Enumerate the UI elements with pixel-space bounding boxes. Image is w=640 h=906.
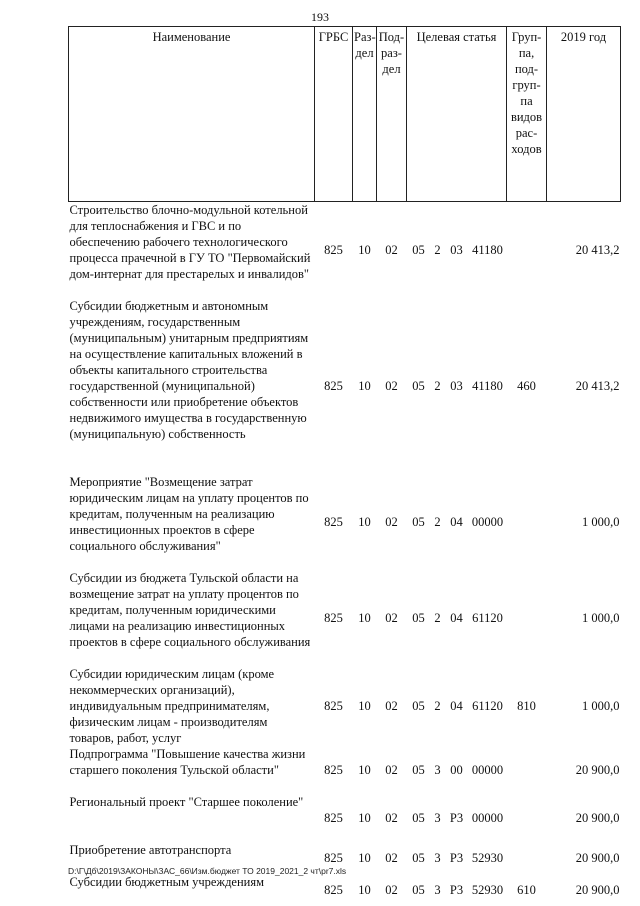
row-target-program: 05 [412,514,425,529]
row-target-program: 05 [412,882,425,897]
row-target-direction: 00000 [471,810,504,825]
table-row [69,746,621,794]
row-razdel: 10 [358,514,371,529]
row-target-event: 03 [450,242,463,257]
row-amount: 1 000,0 [582,698,620,713]
row-target-subprogram: 2 [434,698,441,713]
row-target-program: 05 [412,610,425,625]
row-target-subprogram: 2 [434,242,441,257]
row-name: Строительство блочно-модульной котельной для теплоснабжения и ГВС и по обеспечению рабочего технологического процесса прачечной в ГУ ТО "Первомайский дом-интернат для престарелых и инвалидов" [69,203,311,281]
row-podrazdel: 02 [385,882,398,897]
row-podrazdel: 02 [385,810,398,825]
row-razdel: 10 [358,810,371,825]
row-name: Субсидии бюджетным учреждениям [69,874,265,889]
row-name: Субсидии бюджетным и автономным учреждениям, государственным (муниципальным) унитарным предприятиям на осуществление капитальных вложений в объекты капитального строительства государственной (муниципальной) собственности или приобретение объектов недвижимого имущества в государственную (муниципальную) собственность [69,298,309,441]
row-target-event: 00 [450,762,463,777]
row-podrazdel: 02 [385,698,398,713]
row-name: Субсидии из бюджета Тульской области на возмещение затрат на уплату процентов по кредитам, полученным юридическими лицами на реализацию инвестиционных проектов в сфере социального обслуживания [69,570,311,649]
row-target-program: 05 [412,698,425,713]
header-name: Наименование [69,27,315,202]
row-name: Подпрограмма "Повышение качества жизни старшего поколения Тульской области" [69,746,306,777]
row-target-event: 04 [450,610,463,625]
row-grbs: 825 [324,762,343,777]
header-group: Груп-па, под-груп-па видов рас-ходов [507,27,547,202]
row-target-event: 03 [450,378,463,393]
row-target-program: 05 [412,242,425,257]
row-target-program: 05 [412,850,425,865]
row-grbs: 825 [324,882,343,897]
row-podrazdel: 02 [385,378,398,393]
table-row [69,794,621,842]
row-podrazdel: 02 [385,762,398,777]
row-target-subprogram: 3 [434,850,441,865]
row-grbs: 825 [324,810,343,825]
row-target-event: Р3 [449,810,464,825]
row-amount: 20 900,0 [575,850,620,865]
row-target-direction: 52930 [471,850,504,865]
row-grbs: 825 [324,850,343,865]
row-name: Мероприятие "Возмещение затрат юридическим лицам на уплату процентов по кредитам, полученным на реализацию инвестиционных проектов в сфере социального обслуживания" [69,474,309,553]
row-expense-group [507,202,547,298]
file-path-footer: D:\Г\Дб\2019\ЗАКОНЫ\ЗАС_66\Изм.бюджет ТО 2019_2021_2 чт\pr7.xls [68,866,347,876]
row-podrazdel: 02 [385,610,398,625]
row-grbs: 825 [324,698,343,713]
row-target-program: 05 [412,810,425,825]
row-target-event: Р3 [449,850,464,865]
row-target-direction: 00000 [471,762,504,777]
row-target-direction: 61120 [472,698,503,713]
row-target-subprogram: 2 [434,378,441,393]
row-target-event: 04 [450,514,463,529]
row-podrazdel: 02 [385,242,398,257]
row-amount: 20 413,2 [575,242,620,257]
row-amount: 1 000,0 [582,514,620,529]
row-name: Субсидии юридическим лицам (кроме некоммерческих организаций), индивидуальным предпринимателям, физическим лицам - производителям товаров, работ, услуг [69,666,275,745]
row-amount: 20 900,0 [575,762,620,777]
row-target-subprogram: 3 [434,882,441,897]
table-row [69,874,621,906]
row-razdel: 10 [358,378,371,393]
row-amount: 20 413,2 [575,378,620,393]
row-target-direction: 61120 [472,610,503,625]
budget-table [68,26,621,906]
row-name: Региональный проект "Старшее поколение" [69,794,304,809]
table-row [69,298,621,474]
row-target-direction: 41180 [472,242,503,257]
row-expense-group [507,474,547,570]
row-target-direction: 00000 [471,514,504,529]
row-target-event: Р3 [449,882,464,897]
row-target-direction: 41180 [472,378,503,393]
row-target-subprogram: 3 [434,810,441,825]
row-expense-group [507,746,547,794]
row-grbs: 825 [324,610,343,625]
row-expense-group [507,570,547,666]
row-target-subprogram: 2 [434,514,441,529]
header-row [69,27,621,202]
header-razdel: Раз-дел [353,27,377,202]
row-podrazdel: 02 [385,514,398,529]
row-target-program: 05 [412,378,425,393]
row-target-subprogram: 2 [434,610,441,625]
row-expense-group: 810 [517,698,536,713]
row-grbs: 825 [324,242,343,257]
row-name: Приобретение автотранспорта [69,842,232,857]
row-expense-group: 610 [517,882,536,897]
row-podrazdel: 02 [385,850,398,865]
row-expense-group [507,842,547,874]
table-row [69,202,621,298]
row-razdel: 10 [358,610,371,625]
row-grbs: 825 [324,514,343,529]
row-razdel: 10 [358,850,371,865]
row-grbs: 825 [324,378,343,393]
row-target-subprogram: 3 [434,762,441,777]
table-row [69,474,621,570]
table-row [69,666,621,746]
page-number: 193 [311,10,329,24]
header-target: Целевая статья [407,27,507,202]
row-target-program: 05 [412,762,425,777]
row-razdel: 10 [358,698,371,713]
row-amount: 20 900,0 [575,810,620,825]
row-amount: 1 000,0 [582,610,620,625]
header-year: 2019 год [547,27,621,202]
row-razdel: 10 [358,242,371,257]
header-podrazdel: Под-раз-дел [377,27,407,202]
header-grbs: ГРБС [315,27,353,202]
row-razdel: 10 [358,762,371,777]
row-expense-group [507,794,547,842]
row-target-event: 04 [450,698,463,713]
row-target-direction: 52930 [471,882,504,897]
row-razdel: 10 [358,882,371,897]
row-expense-group: 460 [517,378,536,393]
row-amount: 20 900,0 [575,882,620,897]
table-row [69,570,621,666]
